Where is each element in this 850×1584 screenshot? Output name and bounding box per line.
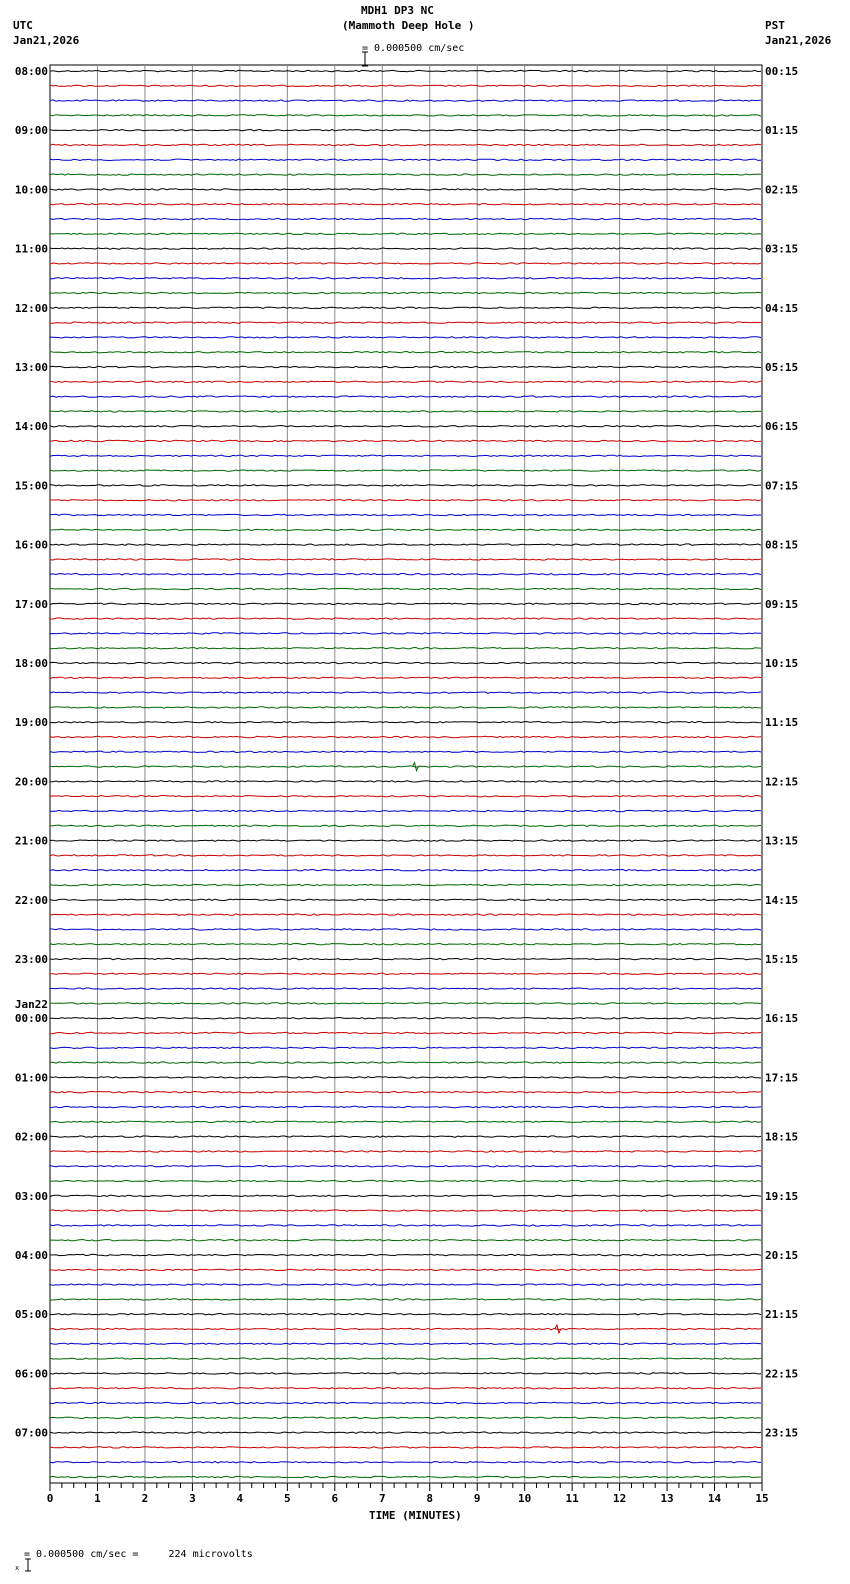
trace-line <box>50 796 761 797</box>
trace-line <box>50 1328 761 1329</box>
pst-hour-label: 23:15 <box>765 1426 799 1440</box>
utc-hour-label: 11:00 <box>14 242 48 256</box>
trace-line <box>50 174 761 175</box>
trace-line <box>50 1314 761 1315</box>
x-tick-label: 2 <box>141 1492 149 1505</box>
x-axis-title: TIME (MINUTES) <box>369 1509 462 1522</box>
left-timezone: UTC <box>13 19 33 32</box>
x-tick-label: 6 <box>331 1492 339 1505</box>
x-tick-label: 10 <box>518 1492 532 1505</box>
pst-hour-label: 05:15 <box>765 361 799 374</box>
trace-line <box>50 988 761 989</box>
trace-line <box>50 914 761 915</box>
trace-line <box>50 1462 761 1463</box>
trace-line <box>50 366 761 367</box>
trace-line <box>50 1136 761 1137</box>
trace-line <box>50 514 761 515</box>
trace-line <box>50 884 761 885</box>
x-tick-label: 14 <box>707 1492 722 1505</box>
trace-line <box>50 411 761 412</box>
utc-hour-label: 00:00 <box>14 1012 48 1026</box>
svg-text:x: x <box>15 1564 20 1572</box>
pst-hour-label: 21:15 <box>765 1308 799 1322</box>
trace-line <box>50 115 761 116</box>
trace-line <box>50 973 761 974</box>
x-tick-label: 5 <box>284 1492 291 1505</box>
trace-line <box>50 218 761 219</box>
trace-line <box>50 855 761 856</box>
trace-line <box>50 707 761 708</box>
utc-hour-label: 19:00 <box>14 716 48 730</box>
trace-line <box>50 603 761 604</box>
trace-line <box>50 1092 761 1093</box>
utc-hour-label: 12:00 <box>14 301 48 315</box>
trace-line <box>50 766 761 767</box>
utc-hour-label: 08:00 <box>14 65 48 78</box>
pst-hour-label: 13:15 <box>765 834 799 848</box>
trace-line <box>50 722 761 723</box>
trace-line <box>50 840 761 841</box>
trace-line <box>50 899 761 900</box>
right-date: Jan21,2026 <box>765 34 832 47</box>
utc-hour-label: 02:00 <box>14 1130 48 1144</box>
trace-line <box>50 159 761 160</box>
trace-line <box>50 1047 761 1048</box>
x-tick-label: 11 <box>565 1492 579 1505</box>
trace-line <box>50 1373 761 1374</box>
trace-line <box>50 70 761 71</box>
trace-line <box>50 529 761 530</box>
utc-hour-label: 04:00 <box>14 1249 48 1262</box>
trace-line <box>50 278 761 279</box>
trace-line <box>50 85 761 86</box>
right-timezone: PST <box>765 19 785 32</box>
utc-hour-label: 23:00 <box>14 953 48 966</box>
utc-hour-label: 05:00 <box>14 1308 48 1322</box>
trace-line <box>50 1225 761 1226</box>
trace-line <box>50 263 761 264</box>
trace-line <box>50 1476 761 1477</box>
pst-hour-label: 17:15 <box>765 1071 799 1085</box>
trace-line <box>50 396 761 397</box>
trace-line <box>50 322 761 323</box>
trace-line <box>50 352 761 353</box>
scale-legend: = 0.000500 cm/sec <box>362 43 465 54</box>
trace-line <box>50 1402 761 1403</box>
pst-hour-label: 16:15 <box>765 1012 799 1026</box>
trace-line <box>50 559 761 560</box>
pst-hour-label: 09:15 <box>765 597 799 611</box>
trace-line <box>50 248 761 249</box>
trace-line <box>50 633 761 634</box>
x-tick-label: 12 <box>612 1492 627 1505</box>
utc-hour-label: 06:00 <box>14 1367 48 1381</box>
trace-line <box>50 1417 761 1418</box>
trace-line <box>50 929 761 930</box>
trace-line <box>50 1240 761 1241</box>
utc-hour-label: 14:00 <box>14 420 48 434</box>
pst-hour-label: 22:15 <box>765 1367 799 1381</box>
pst-hour-label: 01:15 <box>765 124 799 138</box>
utc-hour-label: 18:00 <box>14 657 48 670</box>
utc-hour-label: 01:00 <box>14 1071 48 1085</box>
x-tick-label: 3 <box>189 1492 196 1505</box>
trace-line <box>50 381 761 382</box>
trace-line <box>50 189 761 190</box>
trace-line <box>50 1195 761 1196</box>
station-title: MDH1 DP3 NC <box>361 4 434 17</box>
trace-line <box>50 1180 761 1181</box>
trace-line <box>50 1062 761 1063</box>
x-tick-label: 13 <box>660 1492 674 1505</box>
x-tick-label: 8 <box>426 1492 434 1505</box>
trace-line <box>50 337 761 338</box>
x-tick-label: 7 <box>378 1492 386 1505</box>
pst-hour-label: 08:15 <box>765 538 799 552</box>
trace-line <box>50 1358 761 1359</box>
trace-line <box>50 1269 761 1270</box>
trace-line <box>50 1166 761 1167</box>
pst-hour-label: 04:15 <box>765 301 799 315</box>
trace-line <box>50 1077 761 1078</box>
pst-hour-label: 12:15 <box>765 775 799 789</box>
left-date: Jan21,2026 <box>13 34 80 47</box>
utc-hour-label: 13:00 <box>14 361 48 374</box>
x-tick-label: 1 <box>94 1492 101 1505</box>
utc-hour-label: 22:00 <box>14 893 48 907</box>
x-tick-label: 4 <box>236 1492 244 1505</box>
trace-line <box>50 618 761 619</box>
station-name: (Mammoth Deep Hole ) <box>342 19 475 32</box>
pst-hour-label: 11:15 <box>765 716 799 730</box>
trace-line <box>50 144 761 145</box>
trace-line <box>50 292 761 293</box>
trace-line <box>50 870 761 871</box>
utc-hour-label: 10:00 <box>14 183 48 197</box>
trace-line <box>50 1343 761 1344</box>
pst-hour-label: 00:15 <box>765 65 799 78</box>
pst-hour-label: 18:15 <box>765 1130 799 1144</box>
trace-line <box>50 1284 761 1285</box>
trace-line <box>50 1106 761 1107</box>
utc-hour-label: 17:00 <box>14 597 48 611</box>
trace-line <box>50 825 761 826</box>
trace-line <box>50 958 761 959</box>
trace-line <box>50 1121 761 1122</box>
trace-line <box>50 100 761 101</box>
trace-line <box>50 455 761 456</box>
utc-hour-label: 09:00 <box>14 124 48 138</box>
trace-line <box>50 544 761 545</box>
pst-hour-label: 07:15 <box>765 479 799 493</box>
footer-scale-text: = 0.000500 cm/sec = 224 microvolts <box>24 1549 253 1560</box>
trace-line <box>50 736 761 737</box>
trace-line <box>50 648 761 649</box>
trace-line <box>50 500 761 501</box>
trace-line <box>50 204 761 205</box>
trace-line <box>50 1151 761 1152</box>
pst-hour-label: 20:15 <box>765 1249 799 1262</box>
pst-hour-label: 15:15 <box>765 953 799 966</box>
trace-line <box>50 130 761 131</box>
pst-hour-label: 14:15 <box>765 893 799 907</box>
trace-line <box>50 440 761 441</box>
trace-line <box>50 1447 761 1448</box>
pst-hour-label: 02:15 <box>765 183 799 197</box>
x-tick-label: 15 <box>755 1492 769 1505</box>
utc-hour-label: 15:00 <box>14 479 48 493</box>
trace-line <box>50 677 761 678</box>
x-tick-label: 0 <box>46 1492 54 1505</box>
utc-hour-label: 21:00 <box>14 834 48 848</box>
utc-hour-label: 20:00 <box>14 775 48 789</box>
trace-line <box>50 1388 761 1389</box>
trace-line <box>50 307 761 308</box>
pst-hour-label: 19:15 <box>765 1189 799 1203</box>
pst-hour-label: 03:15 <box>765 242 799 256</box>
footer-scale-icon <box>2 1544 20 1572</box>
trace-line <box>50 485 761 486</box>
trace-line <box>50 692 761 693</box>
trace-line <box>50 751 761 752</box>
trace-line <box>50 662 761 663</box>
pst-hour-label: 10:15 <box>765 657 799 670</box>
trace-line <box>50 1018 761 1019</box>
utc-date-label: Jan22 <box>14 998 48 1012</box>
trace-line <box>50 944 761 945</box>
trace-line <box>50 781 761 782</box>
trace-line <box>50 233 761 234</box>
utc-hour-label: 16:00 <box>14 538 48 552</box>
trace-line <box>50 574 761 575</box>
trace-line <box>50 1003 761 1004</box>
trace-line <box>50 588 761 589</box>
x-tick-label: 9 <box>473 1492 481 1505</box>
pst-hour-label: 06:15 <box>765 420 799 434</box>
trace-line <box>50 1032 761 1033</box>
trace-line <box>50 1432 761 1433</box>
trace-line <box>50 426 761 427</box>
trace-line <box>50 810 761 811</box>
trace-line <box>50 470 761 471</box>
utc-hour-label: 03:00 <box>14 1189 48 1203</box>
utc-hour-label: 07:00 <box>14 1426 48 1440</box>
trace-line <box>50 1254 761 1255</box>
trace-line <box>50 1210 761 1211</box>
trace-line <box>50 1299 761 1300</box>
